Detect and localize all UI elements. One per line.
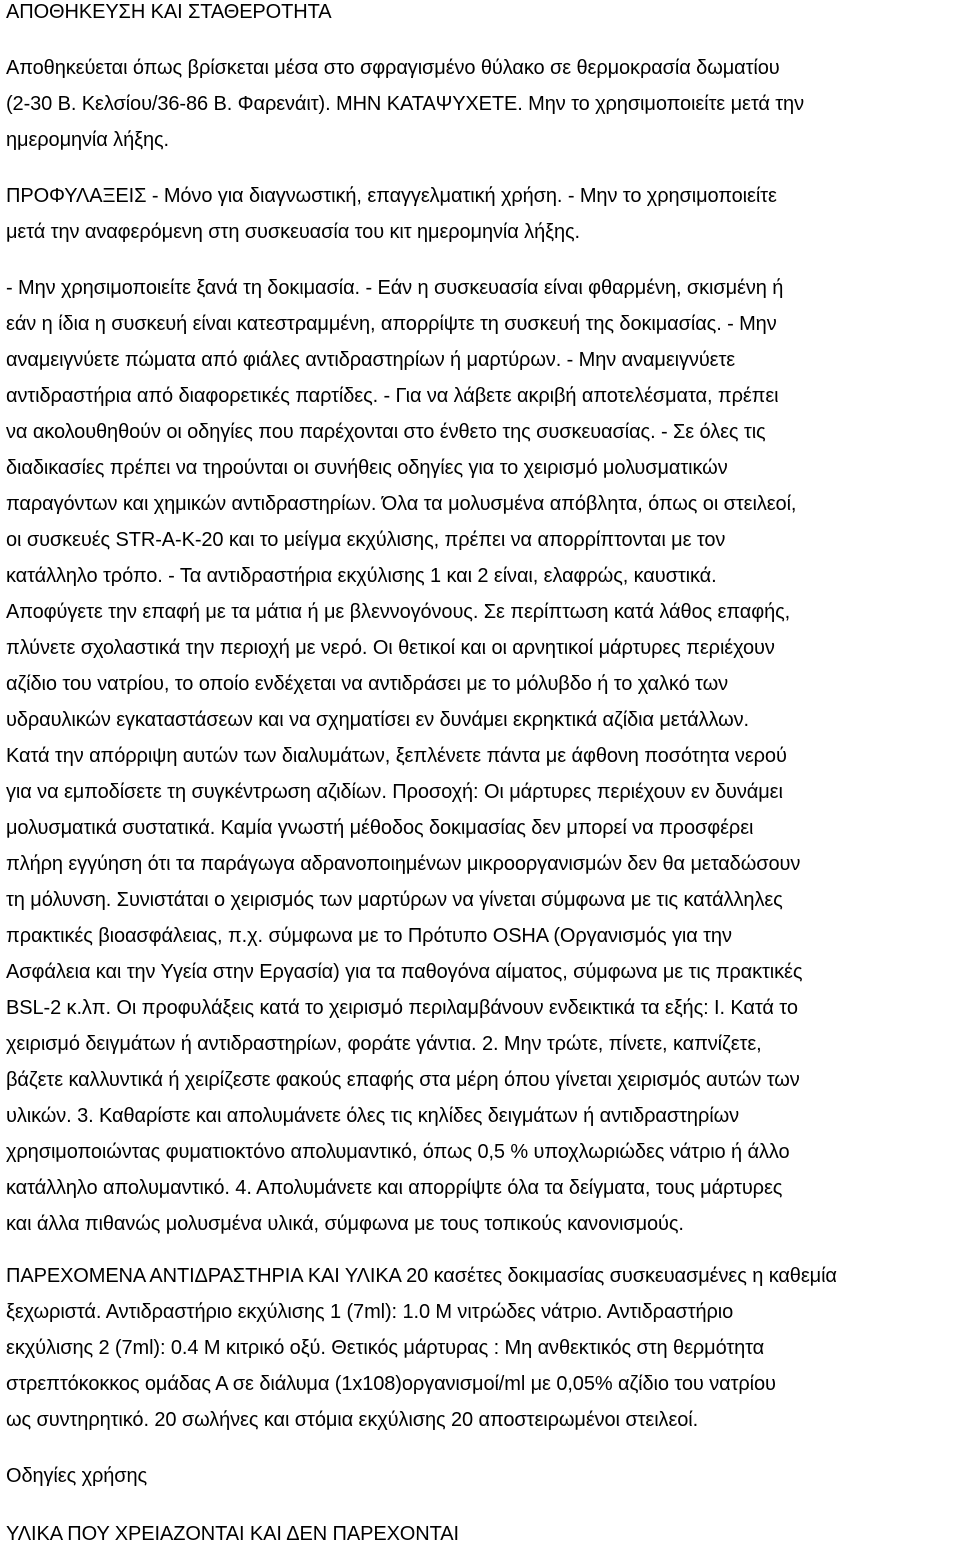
warnings-line: υλικών. 3. Καθαρίστε και απολυμάνετε όλες τις κηλίδες δειγμάτων ή αντιδραστηρίων — [6, 1105, 739, 1127]
storage-line: ημερομηνία λήξης. — [6, 129, 169, 151]
supplied-line: ΠΑΡΕΧΟΜΕΝΑ ΑΝΤΙΔΡΑΣΤΗΡΙΑ ΚΑΙ ΥΛΙΚΑ 20 κασέτες δοκιμασίας συσκευασμένες η καθεμία — [6, 1265, 837, 1287]
warnings-line: οι συσκευές STR-A-K-20 και το μείγμα εκχύλισης, πρέπει να απορρίπτονται με τον — [6, 529, 726, 551]
warnings-line: τη μόλυνση. Συνιστάται ο χειρισμός των μαρτύρων να γίνεται σύμφωνα με τις κατάλληλες — [6, 889, 783, 911]
warnings-line: μολυσματικά συστατικά. Καμία γνωστή μέθοδος δοκιμασίας δεν μπορεί να προσφέρει — [6, 817, 754, 839]
supplied-materials-paragraph — [6, 1258, 837, 1438]
warnings-line: Κατά την απόρριψη αυτών των διαλυμάτων, ξεπλένετε πάντα με άφθονη ποσότητα νερού — [6, 745, 787, 767]
warnings-line: πλήρη εγγύηση ότι τα παράγωγα αδρανοποιημένων μικροοργανισμών δεν θα μεταδώσουν — [6, 853, 801, 875]
supplied-line: στρεπτόκοκκος ομάδας Α σε διάλυμα (1x108)οργανισμοί/ml με 0,05% αζίδιο του νατρίου — [6, 1373, 776, 1395]
storage-line: Αποθηκεύεται όπως βρίσκεται μέσα στο σφραγισμένο θύλακο σε θερμοκρασία δωματίου — [6, 57, 780, 79]
storage-paragraph — [6, 50, 804, 158]
warnings-line: βάζετε καλλυντικά ή χειρίζεστε φακούς επαφής στα μέρη όπου γίνεται χειρισμός αυτών των — [6, 1069, 800, 1091]
warnings-line: να ακολουθηθούν οι οδηγίες που παρέχονται στο ένθετο της συσκευασίας. - Σε όλες τις — [6, 421, 766, 443]
warnings-line: - Μην χρησιμοποιείτε ξανά τη δοκιμασία. - Εάν η συσκευασία είναι φθαρμένη, σκισμένη ή — [6, 277, 784, 299]
warnings-line: υδραυλικών εγκαταστάσεων και να σχηματίσει εν δυνάμει εκρηκτικά αζίδια μετάλλων. — [6, 709, 749, 731]
instructions-heading: Οδηγίες χρήσης — [6, 1465, 148, 1487]
warnings-line: Αποφύγετε την επαφή με τα μάτια ή με βλεννογόνους. Σε περίπτωση κατά λάθος επαφής, — [6, 601, 791, 623]
precautions-line: ΠΡΟΦΥΛΑΞΕΙΣ - Μόνο για διαγνωστική, επαγγελματική χρήση. - Μην το χρησιμοποιείτε — [6, 185, 777, 207]
required-materials-heading: ΥΛΙΚΑ ΠΟΥ ΧΡΕΙΑΖΟΝΤΑΙ ΚΑΙ ΔΕΝ ΠΑΡΕΧΟΝΤΑΙ — [6, 1523, 459, 1545]
supplied-line: ξεχωριστά. Αντιδραστήριο εκχύλισης 1 (7ml): 1.0 M νιτρώδες νάτριο. Αντιδραστήριο — [6, 1301, 734, 1323]
precautions-line: μετά την αναφερόμενη στη συσκευασία του κιτ ημερομηνία λήξης. — [6, 221, 580, 243]
warnings-line: Ασφάλεια και την Υγεία στην Εργασία) για τα παθογόνα αίματος, σύμφωνα με τις πρακτικές — [6, 961, 803, 983]
warnings-line: αζίδιο του νατρίου, το οποίο ενδέχεται να αντιδράσει με το μόλυβδο ή το χαλκό των — [6, 673, 728, 695]
warnings-paragraph — [6, 270, 802, 1242]
warnings-line: αντιδραστήρια από διαφορετικές παρτίδες. - Για να λάβετε ακριβή αποτελέσματα, πρέπει — [6, 385, 779, 407]
warnings-line: χρησιμοποιώντας φυματιοκτόνο απολυμαντικό, όπως 0,5 % υποχλωριώδες νάτριο ή άλλο — [6, 1141, 790, 1163]
warnings-line: κατάλληλο απολυμαντικό. 4. Απολυμάνετε και απορρίψτε όλα τα δείγματα, τους μάρτυρες — [6, 1177, 783, 1199]
precautions-paragraph — [6, 178, 777, 250]
warnings-line: παραγόντων και χημικών αντιδραστηρίων. Όλα τα μολυσμένα απόβλητα, όπως οι στειλεοί, — [6, 493, 797, 515]
warnings-line: χειρισμό δειγμάτων ή αντιδραστηρίων, φοράτε γάντια. 2. Μην τρώτε, πίνετε, καπνίζετε, — [6, 1033, 762, 1055]
warnings-line: για να εμποδίσετε τη συγκέντρωση αζιδίων. Προσοχή: Οι μάρτυρες περιέχουν εν δυνάμει — [6, 781, 783, 803]
warnings-line: κατάλληλο τρόπο. - Τα αντιδραστήρια εκχύλισης 1 και 2 είναι, ελαφρώς, καυστικά. — [6, 565, 717, 587]
warnings-line: αναμειγνύετε πώματα από φιάλες αντιδραστηρίων ή μαρτύρων. - Μην αναμειγνύετε — [6, 349, 736, 371]
storage-line: (2-30 Β. Κελσίου/36-86 Β. Φαρενάιτ). ΜΗΝ ΚΑΤΑΨΥΧΕΤΕ. Μην το χρησιμοποιείτε μετά την — [6, 93, 804, 115]
warnings-line: πρακτικές βιοασφάλειας, π.χ. σύμφωνα με το Πρότυπο OSHA (Οργανισμός για την — [6, 925, 732, 947]
warnings-line: εάν η ίδια η συσκευή είναι κατεστραμμένη, απορρίψτε τη συσκευή της δοκιμασίας. - Μην — [6, 313, 777, 335]
warnings-line: διαδικασίες πρέπει να τηρούνται οι συνήθεις οδηγίες για το χειρισμό μολυσματικών — [6, 457, 728, 479]
warnings-line: πλύνετε σχολαστικά την περιοχή με νερό. Οι θετικοί και οι αρνητικοί μάρτυρες περιέχουν — [6, 637, 775, 659]
supplied-line: εκχύλισης 2 (7ml): 0.4 M κιτρικό οξύ. Θετικός μάρτυρας : Μη ανθεκτικός στη θερμότητα — [6, 1337, 765, 1359]
supplied-line: ως συντηρητικό. 20 σωλήνες και στόμια εκχύλισης 20 αποστειρωμένοι στειλεοί. — [6, 1409, 699, 1431]
storage-heading: ΑΠΟΘΗΚΕΥΣΗ ΚΑΙ ΣΤΑΘΕΡΟΤΗΤΑ — [6, 1, 332, 23]
warnings-line: BSL-2 κ.λπ. Οι προφυλάξεις κατά το χειρισμό περιλαμβάνουν ενδεικτικά τα εξής: I. Κατά το — [6, 997, 798, 1019]
warnings-line: και άλλα πιθανώς μολυσμένα υλικά, σύμφωνα με τους τοπικούς κανονισμούς. — [6, 1213, 684, 1235]
